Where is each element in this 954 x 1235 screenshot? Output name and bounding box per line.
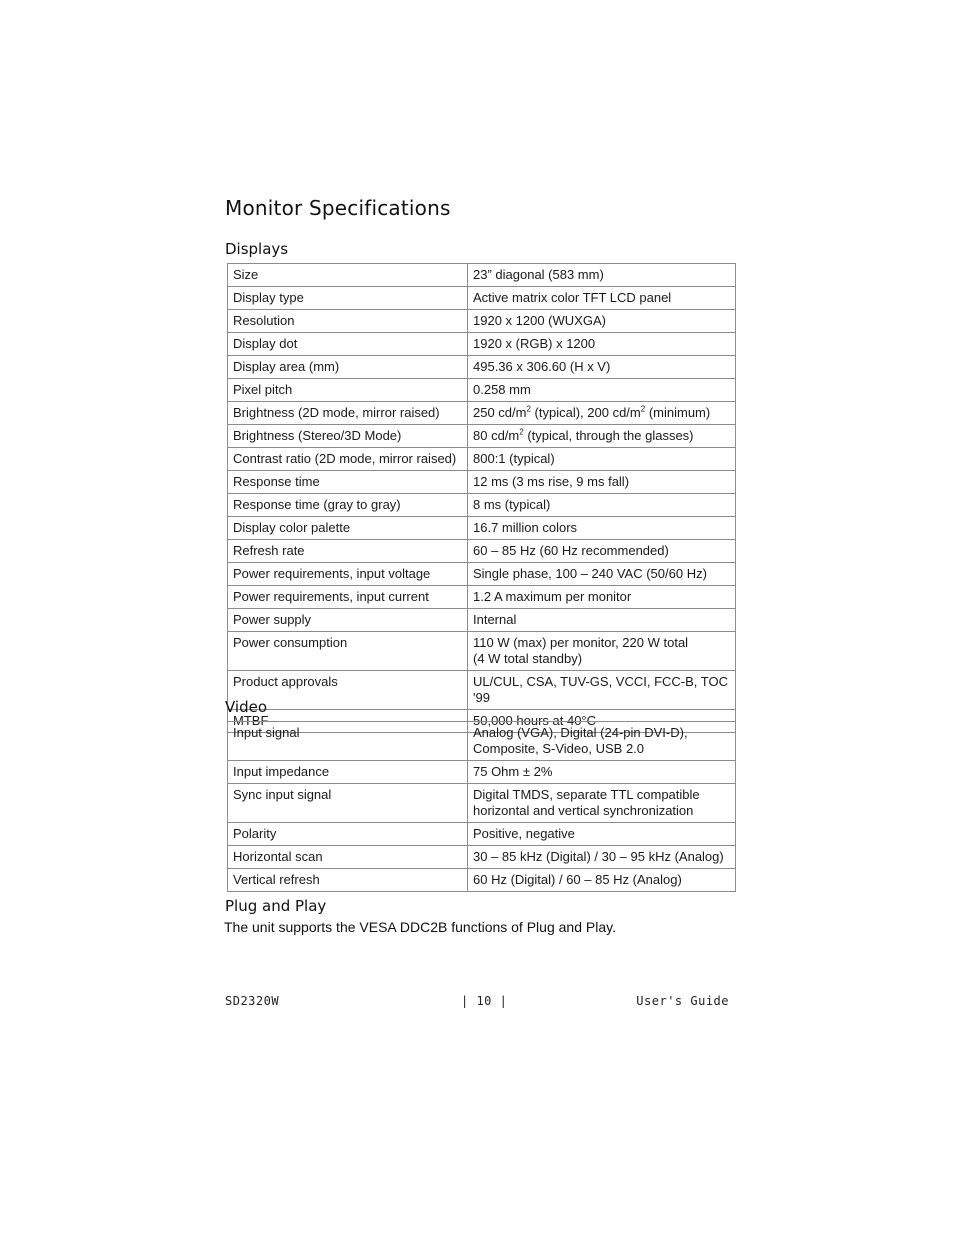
superscript: 2 bbox=[640, 404, 646, 414]
displays-row bbox=[228, 264, 736, 287]
displays-row-label: Display dot bbox=[228, 333, 468, 356]
displays-table-body bbox=[228, 264, 736, 733]
value-text: (typical, through the glasses) bbox=[523, 428, 694, 443]
video-row-value: Positive, negative bbox=[468, 823, 736, 846]
displays-row bbox=[228, 632, 736, 671]
video-row bbox=[228, 761, 736, 784]
displays-row-label: Refresh rate bbox=[228, 540, 468, 563]
plug-and-play-text: The unit supports the VESA DDC2B functions of Plug and Play. bbox=[224, 919, 616, 935]
displays-row-label: Power consumption bbox=[228, 632, 468, 671]
video-row-label: Vertical refresh bbox=[228, 869, 468, 892]
displays-row-value: 23” diagonal (583 mm) bbox=[468, 264, 736, 287]
displays-row bbox=[228, 356, 736, 379]
video-row-label: Horizontal scan bbox=[228, 846, 468, 869]
displays-row-value: 1920 x 1200 (WUXGA) bbox=[468, 310, 736, 333]
video-heading: Video bbox=[225, 698, 268, 716]
value-text: (typical), 200 cd/m bbox=[530, 405, 641, 420]
displays-row-label: Product approvals bbox=[228, 671, 468, 710]
displays-row-label: Power supply bbox=[228, 609, 468, 632]
displays-row bbox=[228, 609, 736, 632]
displays-row-value: 50,000 hours at 40°C bbox=[468, 710, 736, 733]
displays-row-value: 8 ms (typical) bbox=[468, 494, 736, 517]
value-text: 80 cd/m bbox=[473, 428, 520, 443]
video-row bbox=[228, 846, 736, 869]
displays-row-value: 12 ms (3 ms rise, 9 ms fall) bbox=[468, 471, 736, 494]
value-text: 250 cd/m bbox=[473, 405, 527, 420]
displays-row-value: 1.2 A maximum per monitor bbox=[468, 586, 736, 609]
displays-table bbox=[227, 263, 736, 733]
displays-row-value: 0.258 mm bbox=[468, 379, 736, 402]
displays-row bbox=[228, 379, 736, 402]
displays-row-value: Single phase, 100 – 240 VAC (50/60 Hz) bbox=[468, 563, 736, 586]
page-title: Monitor Specifications bbox=[225, 196, 451, 220]
displays-row-label: MTBF bbox=[228, 710, 468, 733]
video-row-label: Polarity bbox=[228, 823, 468, 846]
displays-row-value: Internal bbox=[468, 609, 736, 632]
displays-row bbox=[228, 471, 736, 494]
displays-row bbox=[228, 563, 736, 586]
displays-row-value bbox=[468, 402, 736, 425]
displays-row-label: Brightness (2D mode, mirror raised) bbox=[228, 402, 468, 425]
displays-row bbox=[228, 402, 736, 425]
displays-row bbox=[228, 425, 736, 448]
displays-row-value: Active matrix color TFT LCD panel bbox=[468, 287, 736, 310]
displays-row-label: Contrast ratio (2D mode, mirror raised) bbox=[228, 448, 468, 471]
displays-row-label: Response time bbox=[228, 471, 468, 494]
displays-row-label: Pixel pitch bbox=[228, 379, 468, 402]
displays-row-label: Display area (mm) bbox=[228, 356, 468, 379]
displays-row bbox=[228, 671, 736, 710]
video-row-value: 30 – 85 kHz (Digital) / 30 – 95 kHz (Analog) bbox=[468, 846, 736, 869]
displays-row-label: Brightness (Stereo/3D Mode) bbox=[228, 425, 468, 448]
displays-row-value: 495.36 x 306.60 (H x V) bbox=[468, 356, 736, 379]
footer-guide-title: User's Guide bbox=[636, 994, 729, 1008]
displays-row-value: 800:1 (typical) bbox=[468, 448, 736, 471]
video-row bbox=[228, 722, 736, 761]
displays-row-label: Response time (gray to gray) bbox=[228, 494, 468, 517]
displays-row-value: 16.7 million colors bbox=[468, 517, 736, 540]
displays-row bbox=[228, 310, 736, 333]
video-table bbox=[227, 721, 736, 892]
displays-row bbox=[228, 586, 736, 609]
value-text: (minimum) bbox=[645, 405, 711, 420]
displays-row-label: Display type bbox=[228, 287, 468, 310]
video-table-body bbox=[228, 722, 736, 892]
footer-page-number: | 10 | bbox=[461, 994, 508, 1008]
displays-row bbox=[228, 448, 736, 471]
displays-heading: Displays bbox=[225, 240, 289, 258]
displays-row bbox=[228, 540, 736, 563]
displays-row-label: Resolution bbox=[228, 310, 468, 333]
displays-row bbox=[228, 287, 736, 310]
displays-row-value: 110 W (max) per monitor, 220 W total (4 W total standby) bbox=[468, 632, 736, 671]
video-row-value: Digital TMDS, separate TTL compatible horizontal and vertical synchronization bbox=[468, 784, 736, 823]
displays-row bbox=[228, 333, 736, 356]
displays-row-label: Power requirements, input voltage bbox=[228, 563, 468, 586]
displays-row-value: UL/CUL, CSA, TUV-GS, VCCI, FCC-B, TOC '99 bbox=[468, 671, 736, 710]
video-row-value: 75 Ohm ± 2% bbox=[468, 761, 736, 784]
video-row bbox=[228, 823, 736, 846]
displays-row-value: 60 – 85 Hz (60 Hz recommended) bbox=[468, 540, 736, 563]
video-row bbox=[228, 784, 736, 823]
video-row bbox=[228, 869, 736, 892]
displays-row-label: Power requirements, input current bbox=[228, 586, 468, 609]
displays-row-value bbox=[468, 425, 736, 448]
footer-model: SD2320W bbox=[225, 994, 280, 1008]
video-row-value: Analog (VGA), Digital (24-pin DVI-D), Composite, S-Video, USB 2.0 bbox=[468, 722, 736, 761]
superscript: 2 bbox=[526, 404, 531, 414]
video-row-label: Sync input signal bbox=[228, 784, 468, 823]
displays-row bbox=[228, 494, 736, 517]
displays-row-label: Size bbox=[228, 264, 468, 287]
displays-row-label: Display color palette bbox=[228, 517, 468, 540]
displays-row bbox=[228, 517, 736, 540]
video-row-value: 60 Hz (Digital) / 60 – 85 Hz (Analog) bbox=[468, 869, 736, 892]
video-row-label: Input impedance bbox=[228, 761, 468, 784]
displays-row-value: 1920 x (RGB) x 1200 bbox=[468, 333, 736, 356]
superscript: 2 bbox=[519, 427, 524, 437]
plug-and-play-heading: Plug and Play bbox=[225, 897, 327, 915]
video-row-label: Input signal bbox=[228, 722, 468, 761]
